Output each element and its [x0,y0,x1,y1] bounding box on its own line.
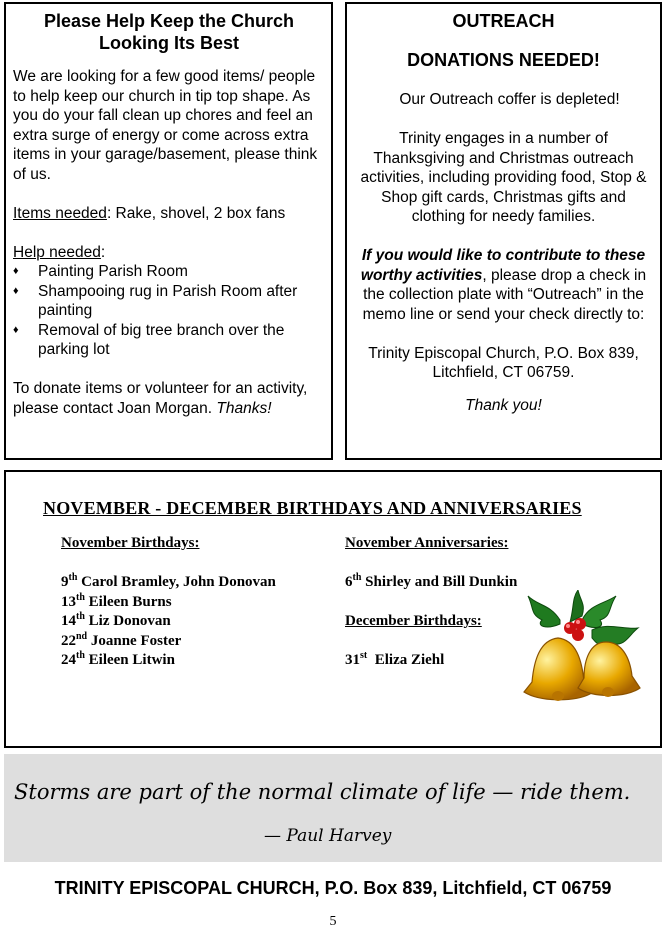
diamond-bullet-icon: ♦ [13,323,19,336]
footer-address: TRINITY EPISCOPAL CHURCH, P.O. Box 839, Litchfield, CT 06759 [54,878,612,898]
help-closing-thanks: Thanks! [216,399,272,417]
help-needed-heading [13,243,325,263]
list-item [13,262,325,282]
list-item: 24th Eileen Litwin [61,650,175,668]
help-intro-text: We are looking for a few good items/ people to help keep our church in tip top shape. As you do your fall clean up chores and feel an extra surge of energy or come across extra items in your garage/basement, please think of us. [13,68,318,183]
anniversaries-december-column [345,534,525,671]
help-closing-body: To donate items or volunteer for an activity, please contact Joan Morgan. [13,380,308,417]
help-needed-colon: : [100,243,106,261]
help-section-title [13,10,325,54]
help-title-line2: Looking Its Best [98,33,239,53]
list-item: 22nd Joanne Foster [61,630,182,649]
outreach-thanks: Thank you! [465,397,542,414]
holly-bells-icon [520,590,644,716]
november-birthdays-heading: November Birthdays: [61,535,200,551]
list-item: 31st Eliza Ziehl [345,650,445,668]
help-needed-list [13,262,325,360]
diamond-bullet-icon: ♦ [13,284,19,297]
items-needed-label: Items needed [13,204,107,222]
items-needed-line [13,204,325,224]
november-anniversaries-heading: November Anniversaries: [345,535,509,551]
november-birthdays-column [61,534,331,671]
outreach-address: Trinity Episcopal Church, P.O. Box 839, Litchfield, CT 06759. [368,344,639,381]
list-item: 9th Carol Bramley, John Donovan [61,572,276,590]
december-birthdays-heading: December Birthdays: [345,613,482,629]
help-item-text: Removal of big tree branch over the parking lot [38,321,285,358]
outreach-p1: Our Outreach coffer is depleted! [399,91,620,108]
help-item-text: Painting Parish Room [38,263,188,280]
outreach-box [345,2,662,460]
items-needed-text: : Rake, shovel, 2 box fans [106,204,286,222]
help-item-text: Shampooing rug in Parish Room after painting [38,282,298,319]
quote-text: Storms are part of the normal climate of life — ride them. [14,780,631,804]
birthdays-title: NOVEMBER - DECEMBER BIRTHDAYS AND ANNIVERSARIES [43,498,582,518]
list-item: 14th Liz Donovan [61,611,171,629]
quote-band [4,754,662,862]
page-number: 5 [329,914,337,929]
diamond-bullet-icon: ♦ [13,265,19,277]
outreach-title: OUTREACH [452,11,555,31]
help-closing-text [13,379,325,418]
outreach-p3 [353,246,654,324]
list-item [13,321,325,360]
help-keep-church-box [4,2,333,460]
list-item: 13th Eileen Burns [61,591,172,610]
list-item: 6th Shirley and Bill Dunkin [345,572,518,590]
help-title-line1: Please Help Keep the Church [43,11,295,31]
birthdays-anniversaries-box [4,470,662,748]
help-needed-label: Help needed [13,243,101,261]
list-item [13,282,325,321]
outreach-p2: Trinity engages in a number of Thanksgiving and Christmas outreach activities, including providing food, Stop & Shop gift cards, Christmas gifts and clothing for needy families. [360,130,647,225]
outreach-p3-rest: , please drop a check in the collection plate with “Outreach” in the memo line or send your check directly to: [362,266,647,323]
quote-author: — Paul Harvey [264,826,392,846]
outreach-subtitle: DONATIONS NEEDED! [407,50,600,70]
outreach-p3-emphasis: If you would like to contribute to these worthy activities [360,247,646,284]
